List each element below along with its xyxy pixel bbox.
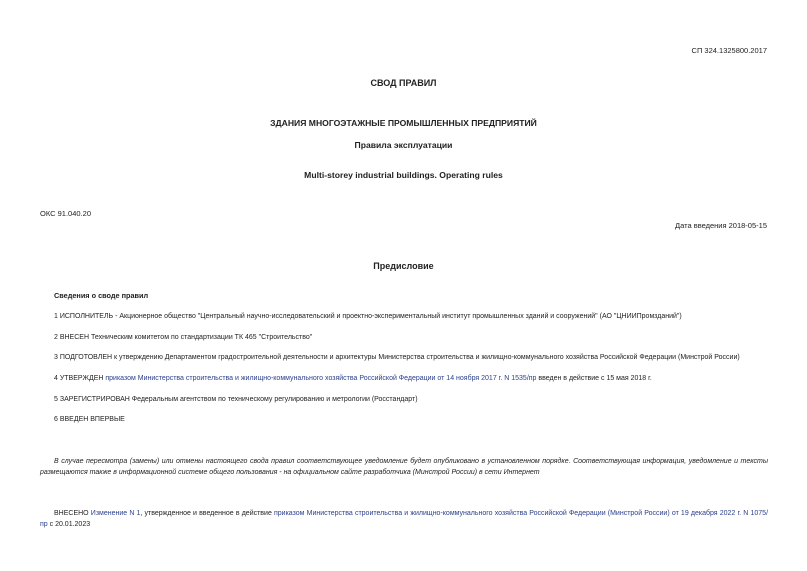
document-type-title: СВОД ПРАВИЛ [370,78,437,88]
document-subtitle: Правила эксплуатации [354,140,453,150]
preface-heading: Предисловие [373,261,434,271]
amendment-link[interactable]: Изменение N 1 [90,510,141,517]
preface-item-approved [54,375,652,382]
preface-item-introduced: 6 ВВЕДЕН ВПЕРВЫЕ [54,416,125,423]
amendment-note [40,508,768,530]
intro-date: Дата введения 2018-05-15 [675,221,767,230]
oks-code: ОКС 91.040.20 [40,209,91,218]
approval-order-link[interactable]: приказом Министерства строительства и жилищно-коммунального хозяйства Российской Федерации от 14 ноября 2017 г. N 1535/пр [105,375,537,382]
revision-notice: В случае пересмотра (замены) или отмены настоящего свода правил соответствующее уведомление будет опубликовано в установленном порядке. Соответствующая информация, уведомление и тексты размещаются также в информационной системе общего пользования - на официальном сайте разработчика (Минстрой России) в сети Интернет [40,458,768,476]
document-subject: ЗДАНИЯ МНОГОЭТАЖНЫЕ ПРОМЫШЛЕННЫХ ПРЕДПРИЯТИЙ [270,118,537,128]
preface-item-registered: 5 ЗАРЕГИСТРИРОВАН Федеральным агентством по техническому регулированию и метрологии (Росстандарт) [54,396,418,403]
approved-effective: введен в действие с 15 мая 2018 г. [536,375,652,382]
approved-label: 4 УТВЕРЖДЕН [54,375,106,382]
preface-item-prepared: 3 ПОДГОТОВЛЕН к утверждению Департаментом градостроительной деятельности и архитектуры Министерства строительства и жилищно-коммунального хозяйства Российской Федерации (Минстрой России) [54,354,740,361]
preface-subheading: Сведения о своде правил [54,291,149,300]
amendment-text: , утвержденное и введенное в действие [140,510,274,517]
amendment-date: с 20.01.2023 [47,521,91,528]
english-title: Multi-storey industrial buildings. Operating rules [304,170,503,180]
preface-item-executor: 1 ИСПОЛНИТЕЛЬ - Акционерное общество "Центральный научно-исследовательский и проектно-экспериментальный институт промышленных зданий и сооружений" (АО "ЦНИИПромзданий") [54,313,682,320]
preface-item-submitted: 2 ВНЕСЕН Техническим комитетом по стандартизации ТК 465 "Строительство" [54,334,313,341]
amendment-order-link[interactable]: приказом Министерства строительства и жилищно-коммунального хозяйства Российской Федерации (Минстрой России) от 19 декабря 2022 г. N 1075/пр [40,510,769,528]
amendment-label: ВНЕСЕНО [54,510,91,517]
document-code: СП 324.1325800.2017 [691,46,767,55]
